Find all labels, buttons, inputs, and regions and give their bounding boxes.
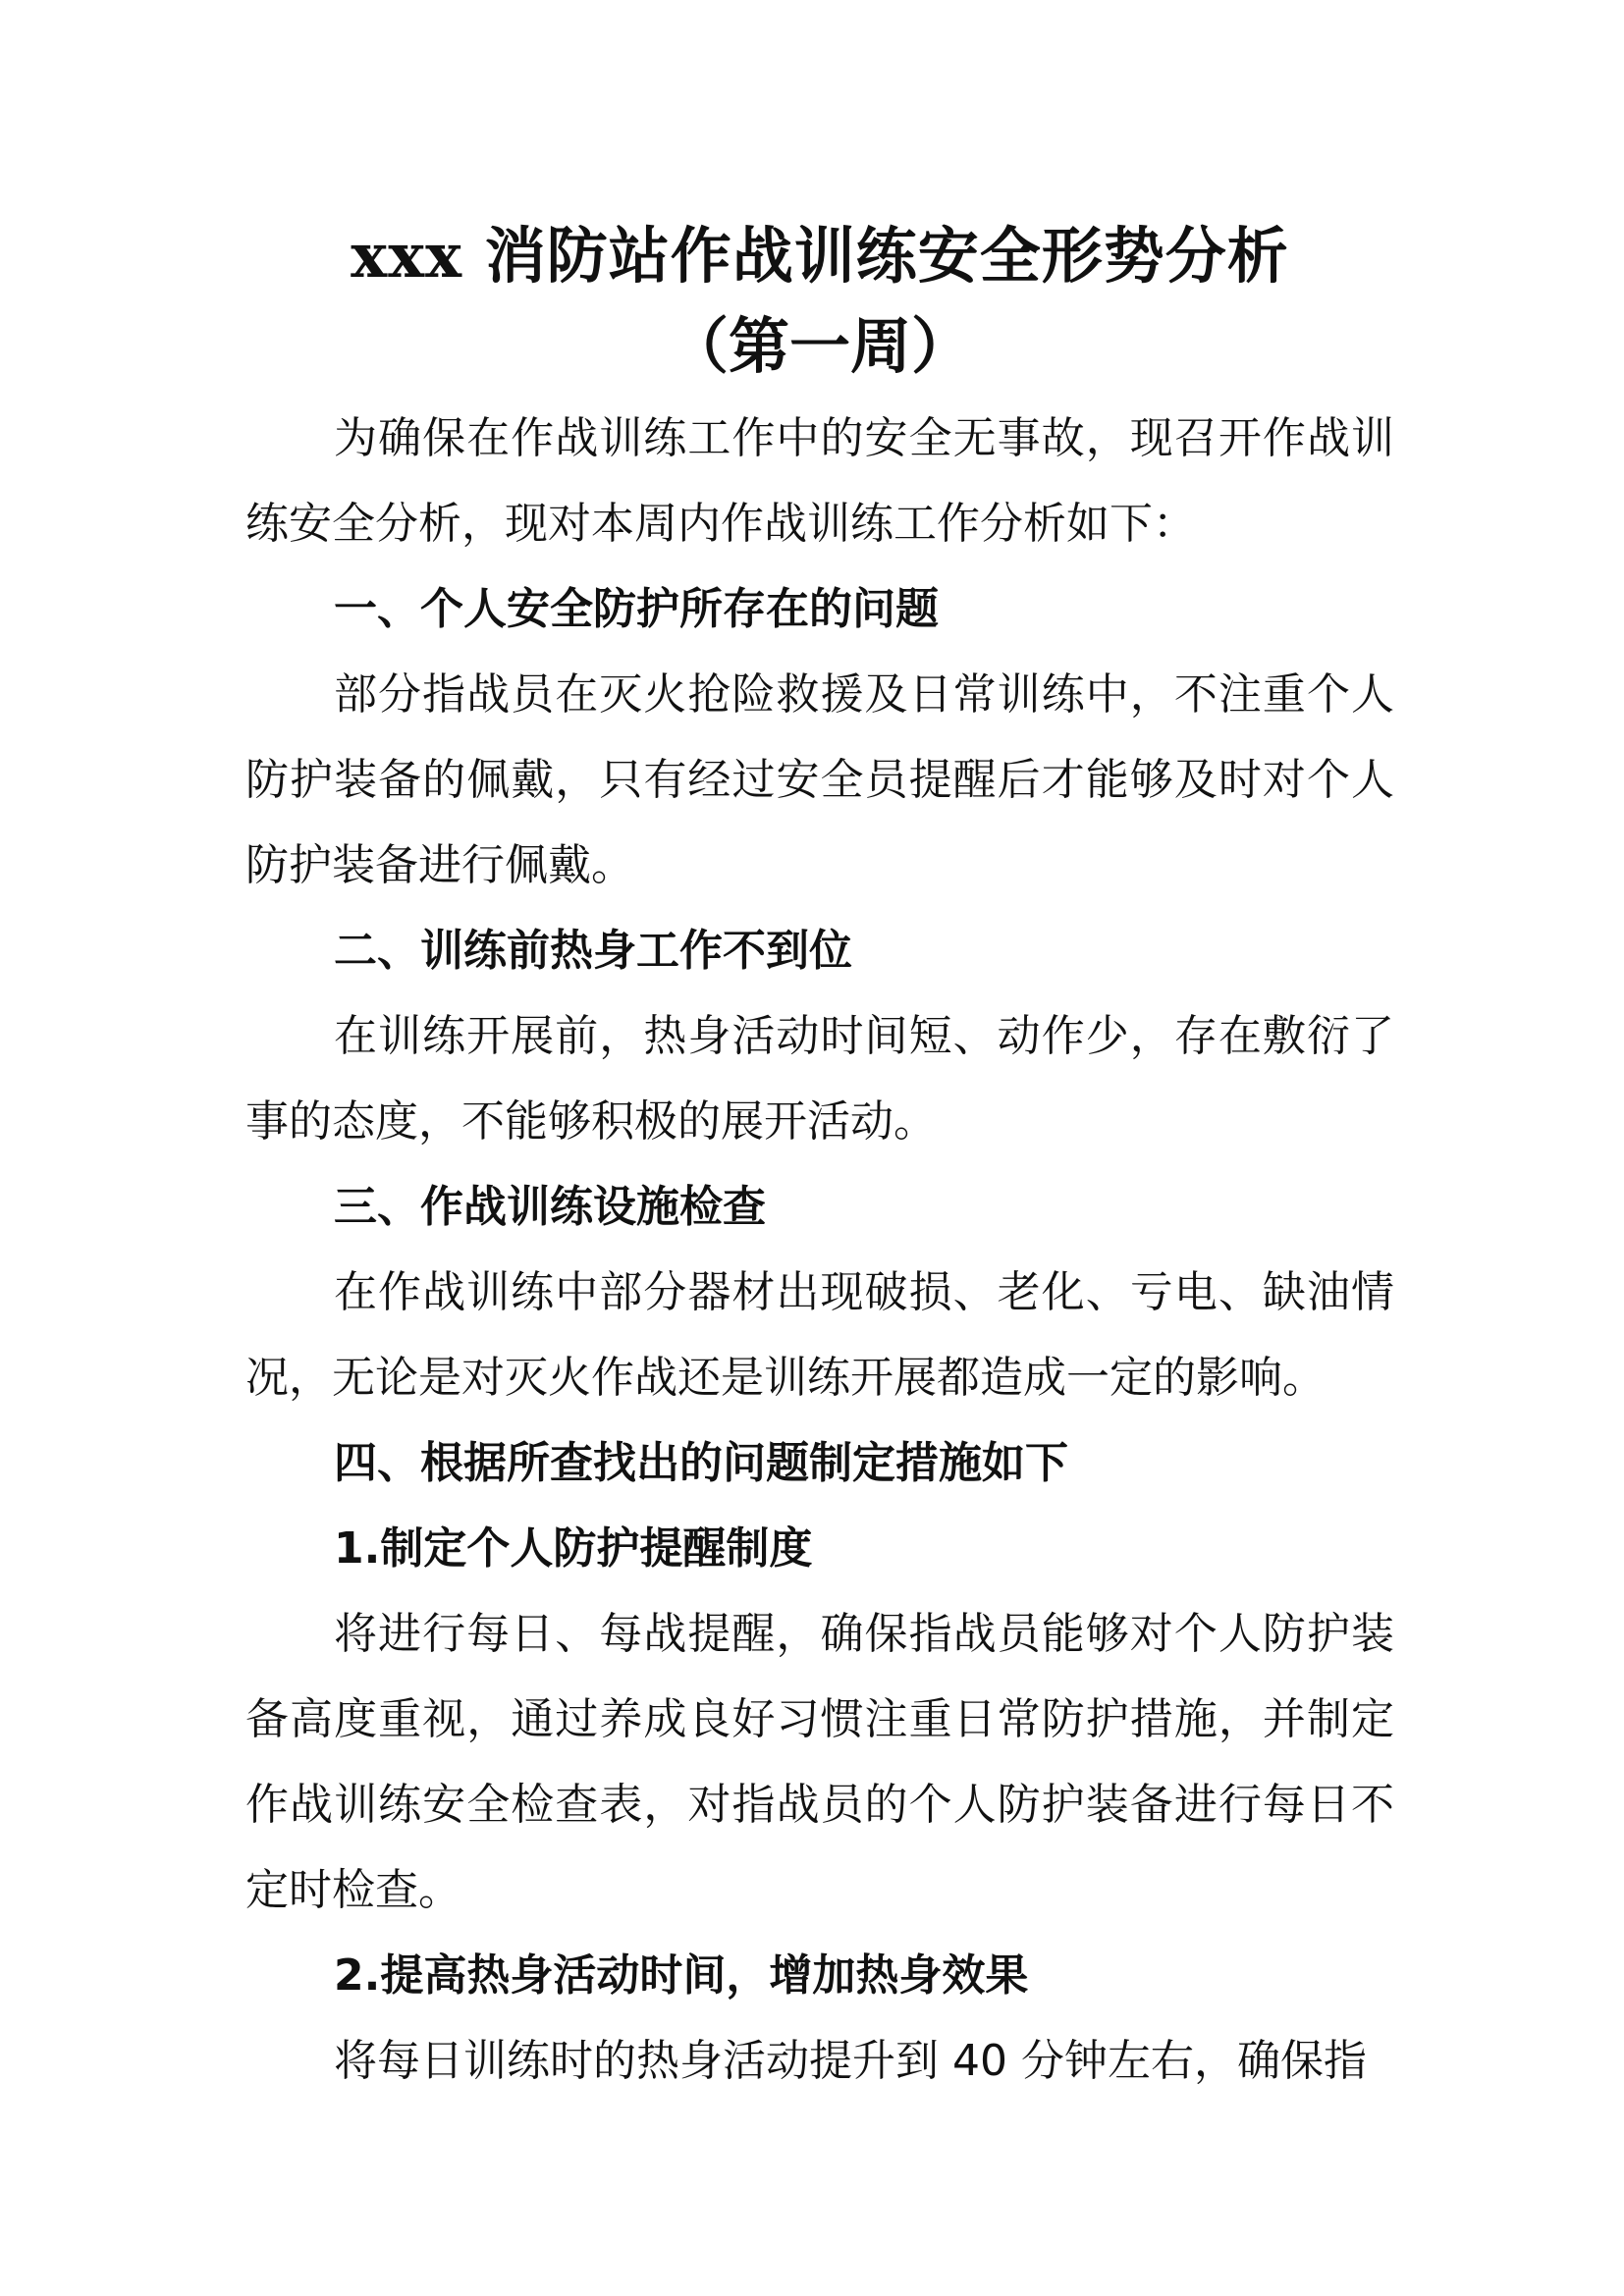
section-body-3: 在作战训练中部分器材出现破损、老化、亏电、缺油情况，无论是对灭火作战还是训练开展都造成一定的影响。 (245, 1267, 1394, 1403)
document-subtitle: （第一周） (667, 310, 972, 382)
section-body-1: 部分指战员在灭火抢险救援及日常训练中，不注重个人防护装备的佩戴，只有经过安全员提醒后才能够及时对个人防护装备进行佩戴。 (245, 669, 1394, 890)
measure-heading-2: 2.提高热身活动时间，增加热身效果 (334, 1950, 1029, 2001)
section-heading-1: 一、个人安全防护所存在的问题 (334, 584, 939, 634)
measure-body-1: 将进行每日、每战提醒，确保指战员能够对个人防护装备高度重视，通过养成良好习惯注重日常防护措施，并制定作战训练安全检查表，对指战员的个人防护装备进行每日不定时检查。 (245, 1609, 1394, 1915)
section-heading-4: 四、根据所查找出的问题制定措施如下 (334, 1438, 1068, 1488)
measure-heading-1: 1.制定个人防护提醒制度 (334, 1523, 813, 1574)
section-body-2: 在训练开展前，热身活动时间短、动作少，存在敷衍了事的态度，不能够积极的展开活动。 (245, 1011, 1394, 1147)
section-heading-3: 三、作战训练设施检查 (334, 1182, 766, 1232)
measure-body-2: 将每日训练时的热身活动提升到 40 分钟左右，确保指 (334, 2036, 1367, 2086)
section-heading-2: 二、训练前热身工作不到位 (334, 926, 852, 976)
document-title: xxx 消防站作战训练安全形势分析 (351, 220, 1289, 292)
document-page (245, 211, 1394, 2104)
intro-paragraph: 为确保在作战训练工作中的安全无事故，现召开作战训练安全分析，现对本周内作战训练工作分析如下： (245, 413, 1394, 549)
